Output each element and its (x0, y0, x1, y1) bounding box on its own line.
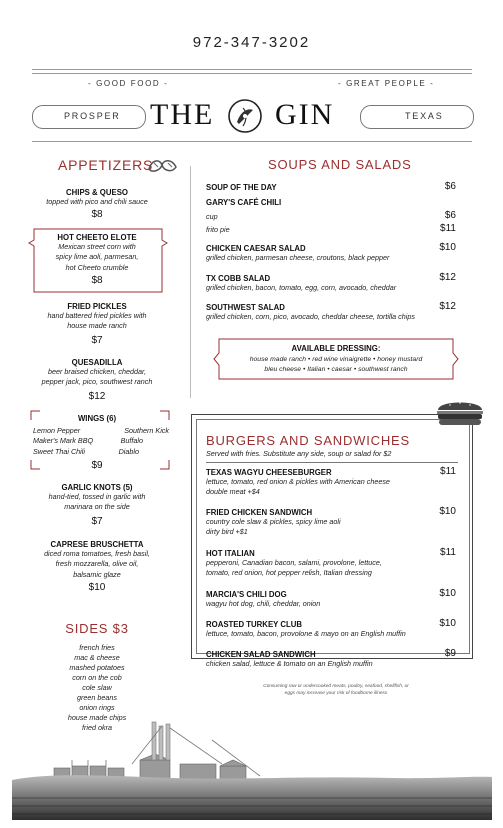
column-divider (190, 166, 191, 398)
sides-title: SIDES $3 (65, 621, 129, 636)
item-name: CHICKEN SALAD SANDWICH (206, 650, 316, 659)
side-item: green beans (77, 693, 117, 702)
location-prosper: PROSPER (64, 111, 121, 121)
appetizer-item (22, 302, 172, 346)
soup-of-day-name: SOUP OF THE DAY (206, 183, 277, 192)
item-price: $11 (440, 466, 456, 477)
item-desc: country cole slaw & pickles, spicy lime aoli (206, 517, 341, 526)
item-desc: topped with pico and chili sauce (46, 197, 148, 206)
wing-flavor-row (33, 447, 169, 457)
burgers-rule (206, 462, 458, 463)
disclaimer-line: Consuming raw or undercooked meats, poultry, seafood, shellfish, or (263, 684, 409, 689)
item-price: $10 (439, 618, 456, 629)
item-desc: grilled chicken, bacon, tomato, egg, corn, avocado, cheddar (206, 283, 397, 292)
side-item: corn on the cob (72, 673, 122, 682)
item-desc: marinara on the side (64, 502, 130, 512)
item-desc: house made ranch (67, 321, 127, 331)
dressing-line: bleu cheese • Italian • caesar • southwest ranch (264, 366, 408, 373)
salad-item (206, 274, 458, 293)
side-item: mac & cheese (74, 653, 120, 662)
item-desc: beer braised chicken, cheddar, (48, 367, 146, 376)
appetizer-item (22, 540, 172, 593)
item-price: $7 (91, 515, 103, 527)
item-price: $12 (439, 272, 456, 283)
item-desc: chicken salad, lettuce & tomato on an English muffin (206, 659, 373, 668)
header-top-line (32, 69, 472, 70)
appetizer-item (22, 188, 172, 220)
item-price: $7 (91, 334, 103, 346)
item-desc: balsamic glaze (73, 569, 121, 579)
salad-item (206, 244, 458, 263)
wing-flavor: Southern Kick (124, 426, 169, 435)
item-desc: hand battered fried pickles with (47, 311, 147, 320)
item-desc: double meat +$4 (206, 487, 260, 497)
item-desc: Mexican street corn with (58, 242, 136, 251)
tag-great-people: - GREAT PEOPLE - (338, 79, 435, 88)
wing-flavor-row (33, 426, 169, 436)
side-item: fried okra (82, 723, 112, 732)
appetizers-title: APPETIZERS (58, 157, 154, 173)
wing-flavor: Sweet Thai Chili (33, 446, 85, 456)
item-price: $10 (439, 588, 456, 599)
burger-item (206, 468, 462, 498)
side-item: cole slaw (82, 683, 112, 692)
wing-flavor-row (33, 436, 169, 446)
chili-cup-price: $6 (444, 210, 456, 221)
item-desc: wagyu hot dog, chili, cheddar, onion (206, 599, 321, 608)
item-desc: pepper jack, pico, southwest ranch (41, 377, 153, 387)
burgers-subtitle: Served with fries. Substitute any side, soup or salad for $2 (206, 449, 392, 458)
phone-number: 972-347-3202 (192, 34, 311, 51)
item-price: $12 (439, 301, 456, 312)
header-bottom-line (32, 141, 472, 142)
wing-flavor: Maker's Mark BBQ (33, 436, 94, 446)
appetizer-item (22, 233, 172, 286)
disclaimer-line: eggs may increase your risk of foodborne illness (284, 690, 388, 696)
item-price: $11 (440, 547, 456, 558)
wing-flavor: Diablo (118, 446, 139, 456)
dressing-line: house made ranch • red wine vinaigrette • honey mustard (249, 356, 423, 363)
appetizer-item (22, 483, 172, 527)
pretzel-icon (146, 155, 180, 175)
appetizer-item (22, 358, 172, 402)
wing-flavors (33, 426, 169, 457)
tag-good-food: - GOOD FOOD - (88, 79, 169, 88)
grain-elevator-illustration (12, 720, 492, 820)
item-name: MARCIA'S CHILI DOG (206, 590, 287, 599)
item-price: $10 (439, 506, 456, 517)
soup-of-day-price: $6 (444, 181, 456, 192)
chili-pie: frito pie (206, 225, 230, 234)
burgers-title: BURGERS AND SANDWICHES (206, 433, 410, 448)
item-desc: pepperoni, Canadian bacon, salami, provolone, lettuce, (206, 558, 382, 567)
item-desc: lettuce, tomato, red onion & pickles with American cheese (206, 477, 390, 486)
item-name: HOT ITALIAN (206, 549, 255, 558)
logo-the: THE (150, 98, 215, 131)
side-item: french fries (79, 643, 115, 652)
burger-icon (434, 396, 486, 430)
side-item: mashed potatoes (69, 663, 125, 672)
logo-emblem-icon (225, 96, 265, 136)
item-desc: grilled chicken, parmesan cheese, croutons, black pepper (206, 253, 390, 262)
item-desc: lettuce, tomato, bacon, provolone & mayo on an English muffin (206, 629, 406, 638)
item-price: $8 (91, 209, 103, 221)
item-desc: fresh mozzarella, olive oil, (55, 559, 139, 569)
soups-title: SOUPS AND SALADS (268, 157, 412, 172)
item-desc: tomato, red onion, hot pepper relish, Italian dressing (206, 568, 372, 578)
item-name: TEXAS WAGYU CHEESEBURGER (206, 468, 332, 477)
item-desc: diced roma tomatoes, fresh basil, (44, 549, 150, 558)
logo-gin: GIN (275, 98, 335, 131)
side-item: onion rings (79, 703, 115, 712)
dressing-title: AVAILABLE DRESSING: (291, 344, 381, 353)
item-name: CHICKEN CAESAR SALAD (206, 244, 306, 253)
item-name: SOUTHWEST SALAD (206, 303, 285, 312)
item-name: GARLIC KNOTS (5) (61, 483, 133, 492)
item-name: ROASTED TURKEY CLUB (206, 620, 303, 629)
item-name: QUESADILLA (71, 358, 123, 367)
item-name: FRIED PICKLES (67, 302, 127, 311)
item-desc: grilled chicken, corn, pico, avocado, cheddar cheese, tortilla chips (206, 312, 415, 321)
item-price: $10 (439, 242, 456, 253)
burger-item (206, 508, 462, 538)
item-desc: spicy lime aoli, parmesan, (55, 252, 139, 262)
item-name: TX COBB SALAD (206, 274, 271, 283)
item-name: CAPRESE BRUSCHETTA (50, 540, 144, 549)
item-name: FRIED CHICKEN SANDWICH (206, 508, 313, 517)
wings-price: $9 (91, 460, 103, 471)
salad-item (206, 303, 462, 322)
burger-item (206, 549, 462, 579)
burger-item (206, 650, 462, 669)
burger-item (206, 590, 462, 609)
side-item: house made chips (67, 713, 127, 722)
chili-pie-price: $11 (440, 223, 456, 234)
item-name: HOT CHEETO ELOTE (57, 233, 137, 242)
chili-name: GARY'S CAFÉ CHILI (206, 198, 282, 207)
item-price: $8 (91, 274, 103, 286)
item-price: $10 (88, 581, 106, 593)
wing-flavor: Lemon Pepper (33, 426, 81, 435)
item-desc: dirty bird +$1 (206, 527, 248, 537)
burger-item (206, 620, 468, 639)
wing-flavor: Buffalo (120, 436, 143, 446)
wings-title: WINGS (6) (77, 414, 117, 423)
location-texas: TEXAS (405, 111, 444, 121)
item-desc: hot Cheeto crumble (65, 262, 129, 272)
item-price: $9 (444, 648, 456, 659)
item-name: CHIPS & QUESO (66, 188, 128, 197)
header-top-line-thin (32, 73, 472, 74)
chili-cup: cup (206, 212, 218, 221)
item-desc: hand-tied, tossed in garlic with (48, 492, 146, 501)
disclaimer (210, 684, 462, 697)
item-price: $12 (88, 390, 106, 402)
